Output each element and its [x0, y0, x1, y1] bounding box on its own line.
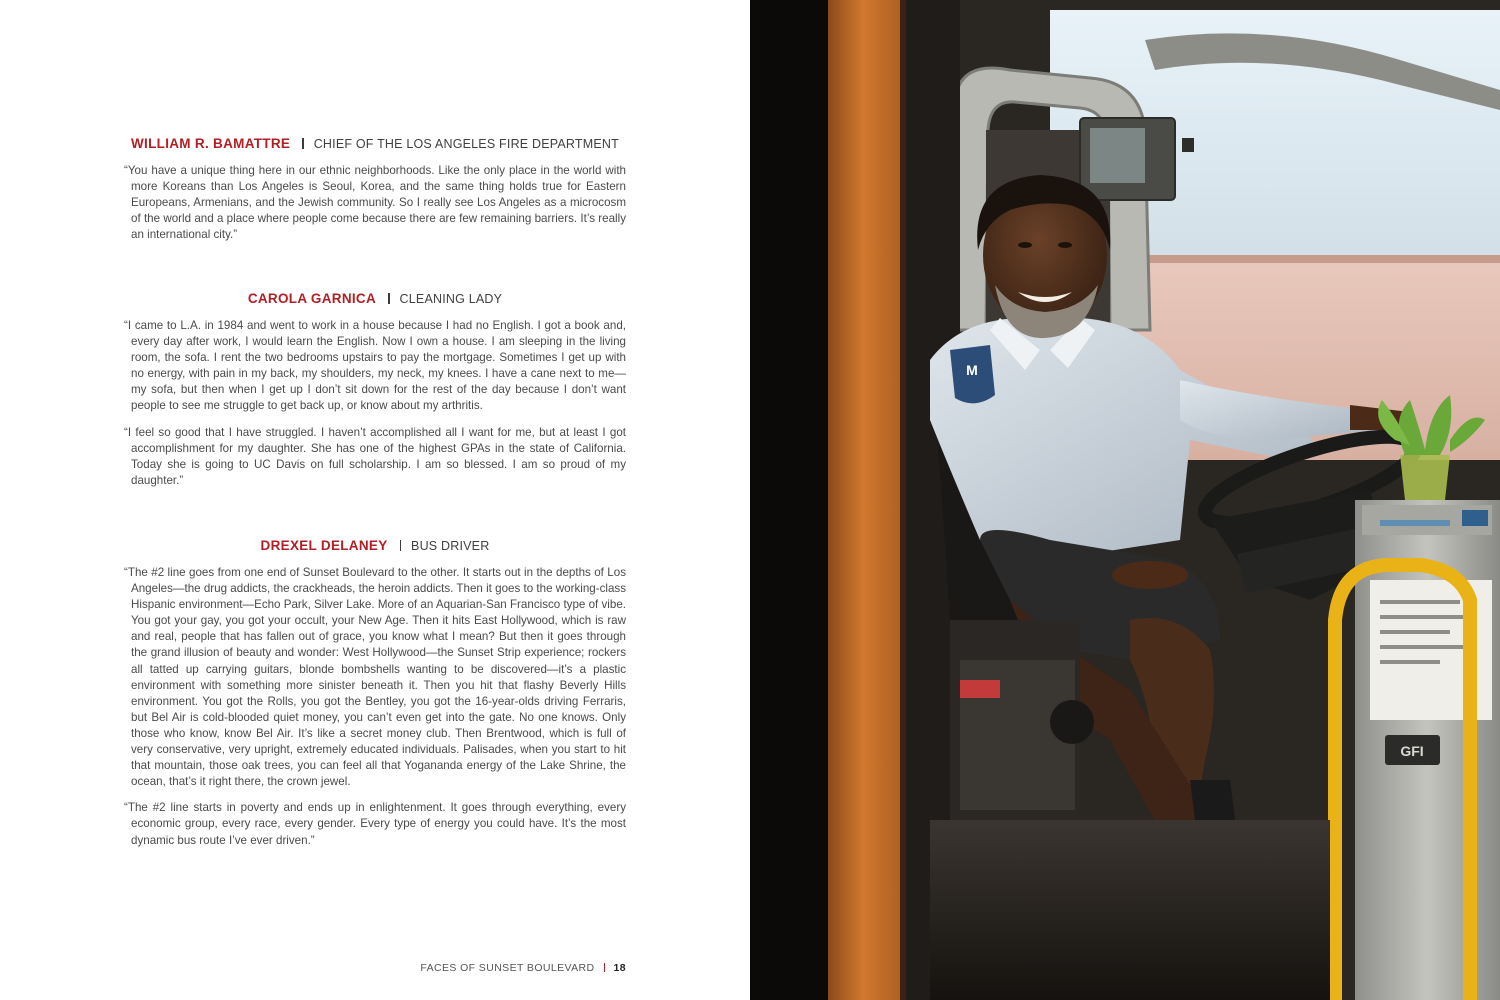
heading-divider [400, 540, 402, 551]
entry-heading [124, 135, 626, 153]
quote-paragraph: “The #2 line starts in poverty and ends up in enlightenment. It goes through everything, every economic group, every race, every gender. Every type of energy you could have. It’s the most dynamic bus route I’ve ever driven.” [124, 801, 626, 847]
person-name: WILLIAM R. BAMATTRE [131, 136, 291, 151]
person-name: CAROLA GARNICA [247, 291, 377, 306]
quote-paragraph: “I came to L.A. in 1984 and went to work in a house because I had no English. I got a book and, every day after work, I would learn the English. Now I own a house. I am sleeping in the living room, the sofa. I rent the two bedrooms upstairs to pay the mortgage. Sometimes I get up with no energy, with pain in my back, my shoulders, my neck, my knees. I have a cane next to me—my sofa, but then when I get up I don’t sit down for the rest of the day because I don’t want people to see me struggle to get back up, or know about my arthritis. [124, 319, 626, 413]
footer-divider [604, 963, 605, 972]
person-role: CLEANING LADY [399, 292, 503, 306]
badge-text: M [966, 362, 978, 378]
photo-page [750, 0, 1500, 1000]
quote-paragraph: “I feel so good that I have struggled. I haven’t accomplished all I want for me, but at least I got accomplishment for my daughter. She has one of the highest GPAs in the state of California. Today she is going to UC Davis on full scholarship. I am so blessed. I am so proud of my daughter.” [124, 425, 626, 487]
book-title: FACES OF SUNSET BOULEVARD [420, 962, 595, 974]
person-role: BUS DRIVER [411, 539, 490, 553]
entry-delaney [124, 537, 626, 849]
heading-divider [388, 293, 390, 304]
person-role: CHIEF OF THE LOS ANGELES FIRE DEPARTMENT [313, 137, 619, 151]
person-name: DREXEL DELANEY [260, 538, 388, 553]
page-number: 18 [613, 962, 626, 974]
entry-garnica [124, 290, 626, 489]
entry-bamattre [124, 135, 626, 243]
entry-heading [124, 537, 626, 555]
heading-divider [302, 138, 304, 149]
entry-heading [124, 290, 626, 308]
fare-box-label: GFI [1400, 743, 1424, 759]
bus-driver-photo [750, 0, 1500, 1000]
page-footer [420, 962, 626, 974]
quote-paragraph: “The #2 line goes from one end of Sunset Boulevard to the other. It starts out in the depths of Los Angeles—the drug addicts, the crackheads, the heroin addicts. Then it goes to the working-class Hispanic environment—Echo Park, Silver Lake. More of an Aquarian-San Francisco type of vibe. You got your gay, you got your occult, your New Age. Then it hits East Hollywood, which is raw and real, people that has fallen out of grace, you know what I mean? But then it goes through the grand illusion of beauty and wonder: West Hollywood—the Sunset Strip experience; rockers all tatted up carrying guitars, blonde bombshells wanting to be discovered—it’s a plastic environment with something more sinister beneath it. Then you hit that flashy Beverly Hills environment. You got the Rolls, you got the Bentley, you got the 16-year-olds driving Ferraris, but Bel Air is cold-blooded quiet money, you can’t even get into the gate. No one knows. Only those who know, know Bel Air. It’s like a secret money club. Then Brentwood, which is full of very conservative, very upright, extremely educated individuals. Palisades, when you start to hit that mountain, those oak trees, you can feel all that Yogananda energy of the Lake Shrine, the ocean, that’s it right there, the crown jewel. [124, 566, 626, 789]
quote-paragraph: “You have a unique thing here in our ethnic neighborhoods. Like the only place in the world with more Koreans than Los Angeles is Seoul, Korea, and the same thing holds true for Eastern Europeans, Armenians, and the Jewish community. So I really see Los Angeles as a microcosm of the world and a place where people come because there are few remaining barriers. It’s really an international city.” [124, 164, 626, 242]
